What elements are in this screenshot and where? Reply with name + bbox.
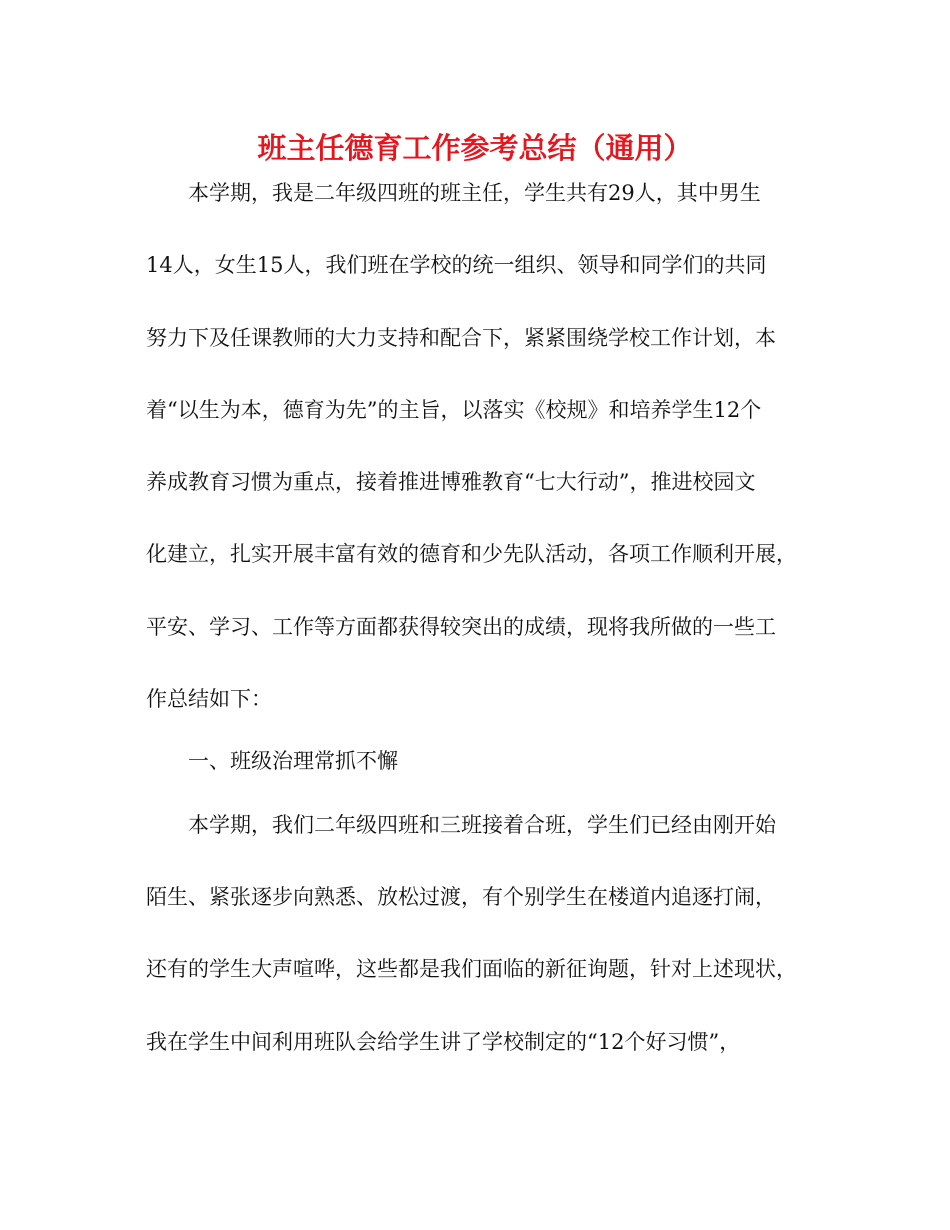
text-line-11: 还有的学生大声喧哗，这些都是我们面临的新征询题，针对上述现状， — [146, 957, 797, 981]
text-line-10: 陌生、紧张逐步向熟悉、放松过渡，有个别学生在楼道内追逐打闹， — [146, 885, 776, 909]
text-line-1: 本学期，我是二年级四班的班主任，学生共有29人，其中男生 — [188, 181, 761, 205]
text-line-7: 平安、学习、工作等方面都获得较突出的成绩，现将我所做的一些工 — [146, 615, 776, 639]
text-line-5: 养成教育习惯为重点，接着推进博雅教育“七大行动”，推进校园文 — [146, 470, 756, 494]
text-line-9: 本学期，我们二年级四班和三班接着合班，学生们已经由刚开始 — [188, 813, 776, 837]
text-line-12: 我在学生中间利用班队会给学生讲了学校制定的“12个好习惯”， — [146, 1030, 741, 1054]
text-line-3: 努力下及任课教师的大力支持和配合下，紧紧围绕学校工作计划，本 — [146, 326, 776, 350]
text-line-4: 着“以生为本，德育为先”的主旨，以落实《校规》和培养学生12个 — [146, 398, 762, 422]
text-line-8: 作总结如下： — [146, 687, 272, 711]
text-line-2: 14人，女生15人，我们班在学校的统一组织、领导和同学们的共同 — [146, 253, 767, 277]
text-line-6: 化建立，扎实开展丰富有效的德育和少先队活动，各项工作顺利开展， — [146, 542, 797, 566]
document-title: 班主任德育工作参考总结（通用） — [257, 131, 693, 165]
section-heading-1: 一、班级治理常抓不懈 — [188, 749, 398, 773]
